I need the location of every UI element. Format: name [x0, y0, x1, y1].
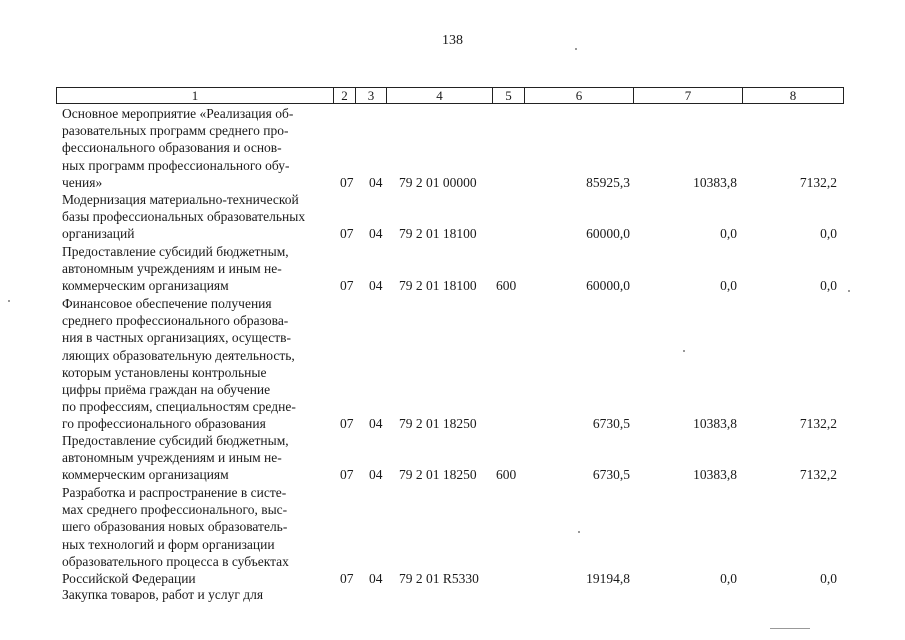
- cell-c2: 07: [340, 467, 354, 483]
- cell-c2: 07: [340, 174, 354, 190]
- description-line: ных программ профессионального обу-: [62, 157, 290, 173]
- cell-c4: 79 2 01 18100: [399, 278, 477, 294]
- cell-c7: 10383,8: [693, 467, 737, 483]
- header-col-3: 3: [356, 88, 387, 103]
- description-line: Финансовое обеспечение получения: [62, 296, 272, 311]
- cell-c7: 10383,8: [693, 174, 737, 190]
- cell-c7: 0,0: [720, 278, 737, 294]
- row-description: [62, 105, 330, 191]
- cell-c6: 19194,8: [586, 571, 630, 586]
- row-description: [62, 295, 330, 433]
- cell-c6: 60000,0: [586, 278, 630, 294]
- scan-speck: [8, 300, 10, 302]
- cell-c8: 7132,2: [799, 416, 837, 432]
- header-col-4: 4: [387, 88, 493, 103]
- cell-c6: 60000,0: [586, 226, 630, 242]
- description-line: ных технологий и форм организации: [62, 536, 275, 552]
- description-line: чения»: [62, 174, 103, 190]
- cell-c2: 07: [340, 278, 354, 294]
- description-line: автономным учреждениям и иным не-: [62, 261, 282, 277]
- cell-c7: 0,0: [720, 571, 737, 586]
- cell-c2: 07: [340, 571, 354, 586]
- scan-speck: [578, 531, 580, 533]
- cell-c6: 6730,5: [592, 467, 630, 483]
- description-line: разовательных программ среднего про-: [62, 123, 289, 139]
- cell-c3: 04: [369, 226, 383, 242]
- description-line: по профессиям, специальностям средне-: [62, 399, 296, 415]
- description-line: организаций: [62, 226, 135, 242]
- description-line: Предоставление субсидий бюджетным,: [62, 433, 289, 448]
- description-line: Российской Федерации: [62, 570, 196, 586]
- description-line: Основное мероприятие «Реализация об-: [62, 106, 294, 121]
- cell-c3: 04: [369, 467, 383, 483]
- cell-c4: 79 2 01 18100: [399, 226, 477, 242]
- cell-c4: 79 2 01 00000: [399, 174, 477, 190]
- cell-c7: 10383,8: [693, 416, 737, 432]
- scan-speck: [683, 350, 685, 352]
- cell-c3: 04: [369, 416, 383, 432]
- cell-c8: 0,0: [820, 571, 837, 586]
- table-header: [56, 87, 844, 104]
- cell-c8: 0,0: [820, 278, 837, 294]
- description-line: ния в частных организациях, осуществ-: [62, 330, 291, 346]
- cell-c8: 0,0: [820, 226, 837, 242]
- description-line: ляющих образовательную деятельность,: [62, 347, 295, 363]
- description-line: среднего профессионального образова-: [62, 313, 289, 329]
- row-description: [62, 432, 330, 484]
- header-col-1: 1: [57, 88, 334, 103]
- cell-c6: 85925,3: [586, 174, 630, 190]
- cell-c2: 07: [340, 226, 354, 242]
- description-line: автономным учреждениям и иным не-: [62, 450, 282, 466]
- description-line: Разработка и распространение в систе-: [62, 485, 287, 500]
- description-line: образовательного процесса в субъектах: [62, 553, 289, 569]
- description-line: базы профессиональных образовательных: [62, 209, 306, 225]
- description-line: коммерческим организациям: [62, 467, 229, 483]
- cell-c8: 7132,2: [799, 174, 837, 190]
- description-line: Модернизация материально-технической: [62, 192, 299, 207]
- cell-c5: 600: [496, 278, 517, 294]
- description-line: фессионального образования и основ-: [62, 140, 282, 156]
- scan-speck: [575, 48, 577, 50]
- header-col-8: 8: [789, 88, 797, 103]
- description-line: цифры приёма граждан на обучение: [62, 381, 271, 397]
- row-description: [62, 191, 330, 243]
- row-description: [62, 243, 330, 295]
- scan-speck: [848, 290, 850, 292]
- cell-c4: 79 2 01 R5330: [399, 571, 479, 586]
- description-line: мах среднего профессионального, выс-: [62, 502, 288, 518]
- header-col-2: 2: [334, 88, 356, 103]
- cell-c5: 600: [496, 467, 517, 483]
- cell-c4: 79 2 01 18250: [399, 467, 477, 483]
- row-description: [62, 484, 330, 587]
- cell-c3: 04: [369, 174, 383, 190]
- cell-c8: 7132,2: [799, 467, 837, 483]
- header-col-6: 6: [525, 88, 634, 103]
- description-line: Закупка товаров, работ и услуг для: [62, 587, 264, 602]
- header-col-5: 5: [493, 88, 525, 103]
- description-line: которым установлены контрольные: [62, 364, 267, 380]
- page-number: 138: [442, 33, 463, 48]
- scan-speck: [770, 628, 810, 629]
- header-col-7: 7: [634, 88, 743, 103]
- cell-c2: 07: [340, 416, 354, 432]
- row-description: [62, 586, 330, 603]
- description-line: го профессионального образования: [62, 416, 266, 432]
- cell-c3: 04: [369, 278, 383, 294]
- description-line: шего образования новых образователь-: [62, 519, 288, 535]
- cell-c3: 04: [369, 571, 383, 586]
- description-line: Предоставление субсидий бюджетным,: [62, 244, 289, 259]
- cell-c7: 0,0: [720, 226, 737, 242]
- description-line: коммерческим организациям: [62, 278, 229, 294]
- cell-c4: 79 2 01 18250: [399, 416, 477, 432]
- cell-c6: 6730,5: [592, 416, 630, 432]
